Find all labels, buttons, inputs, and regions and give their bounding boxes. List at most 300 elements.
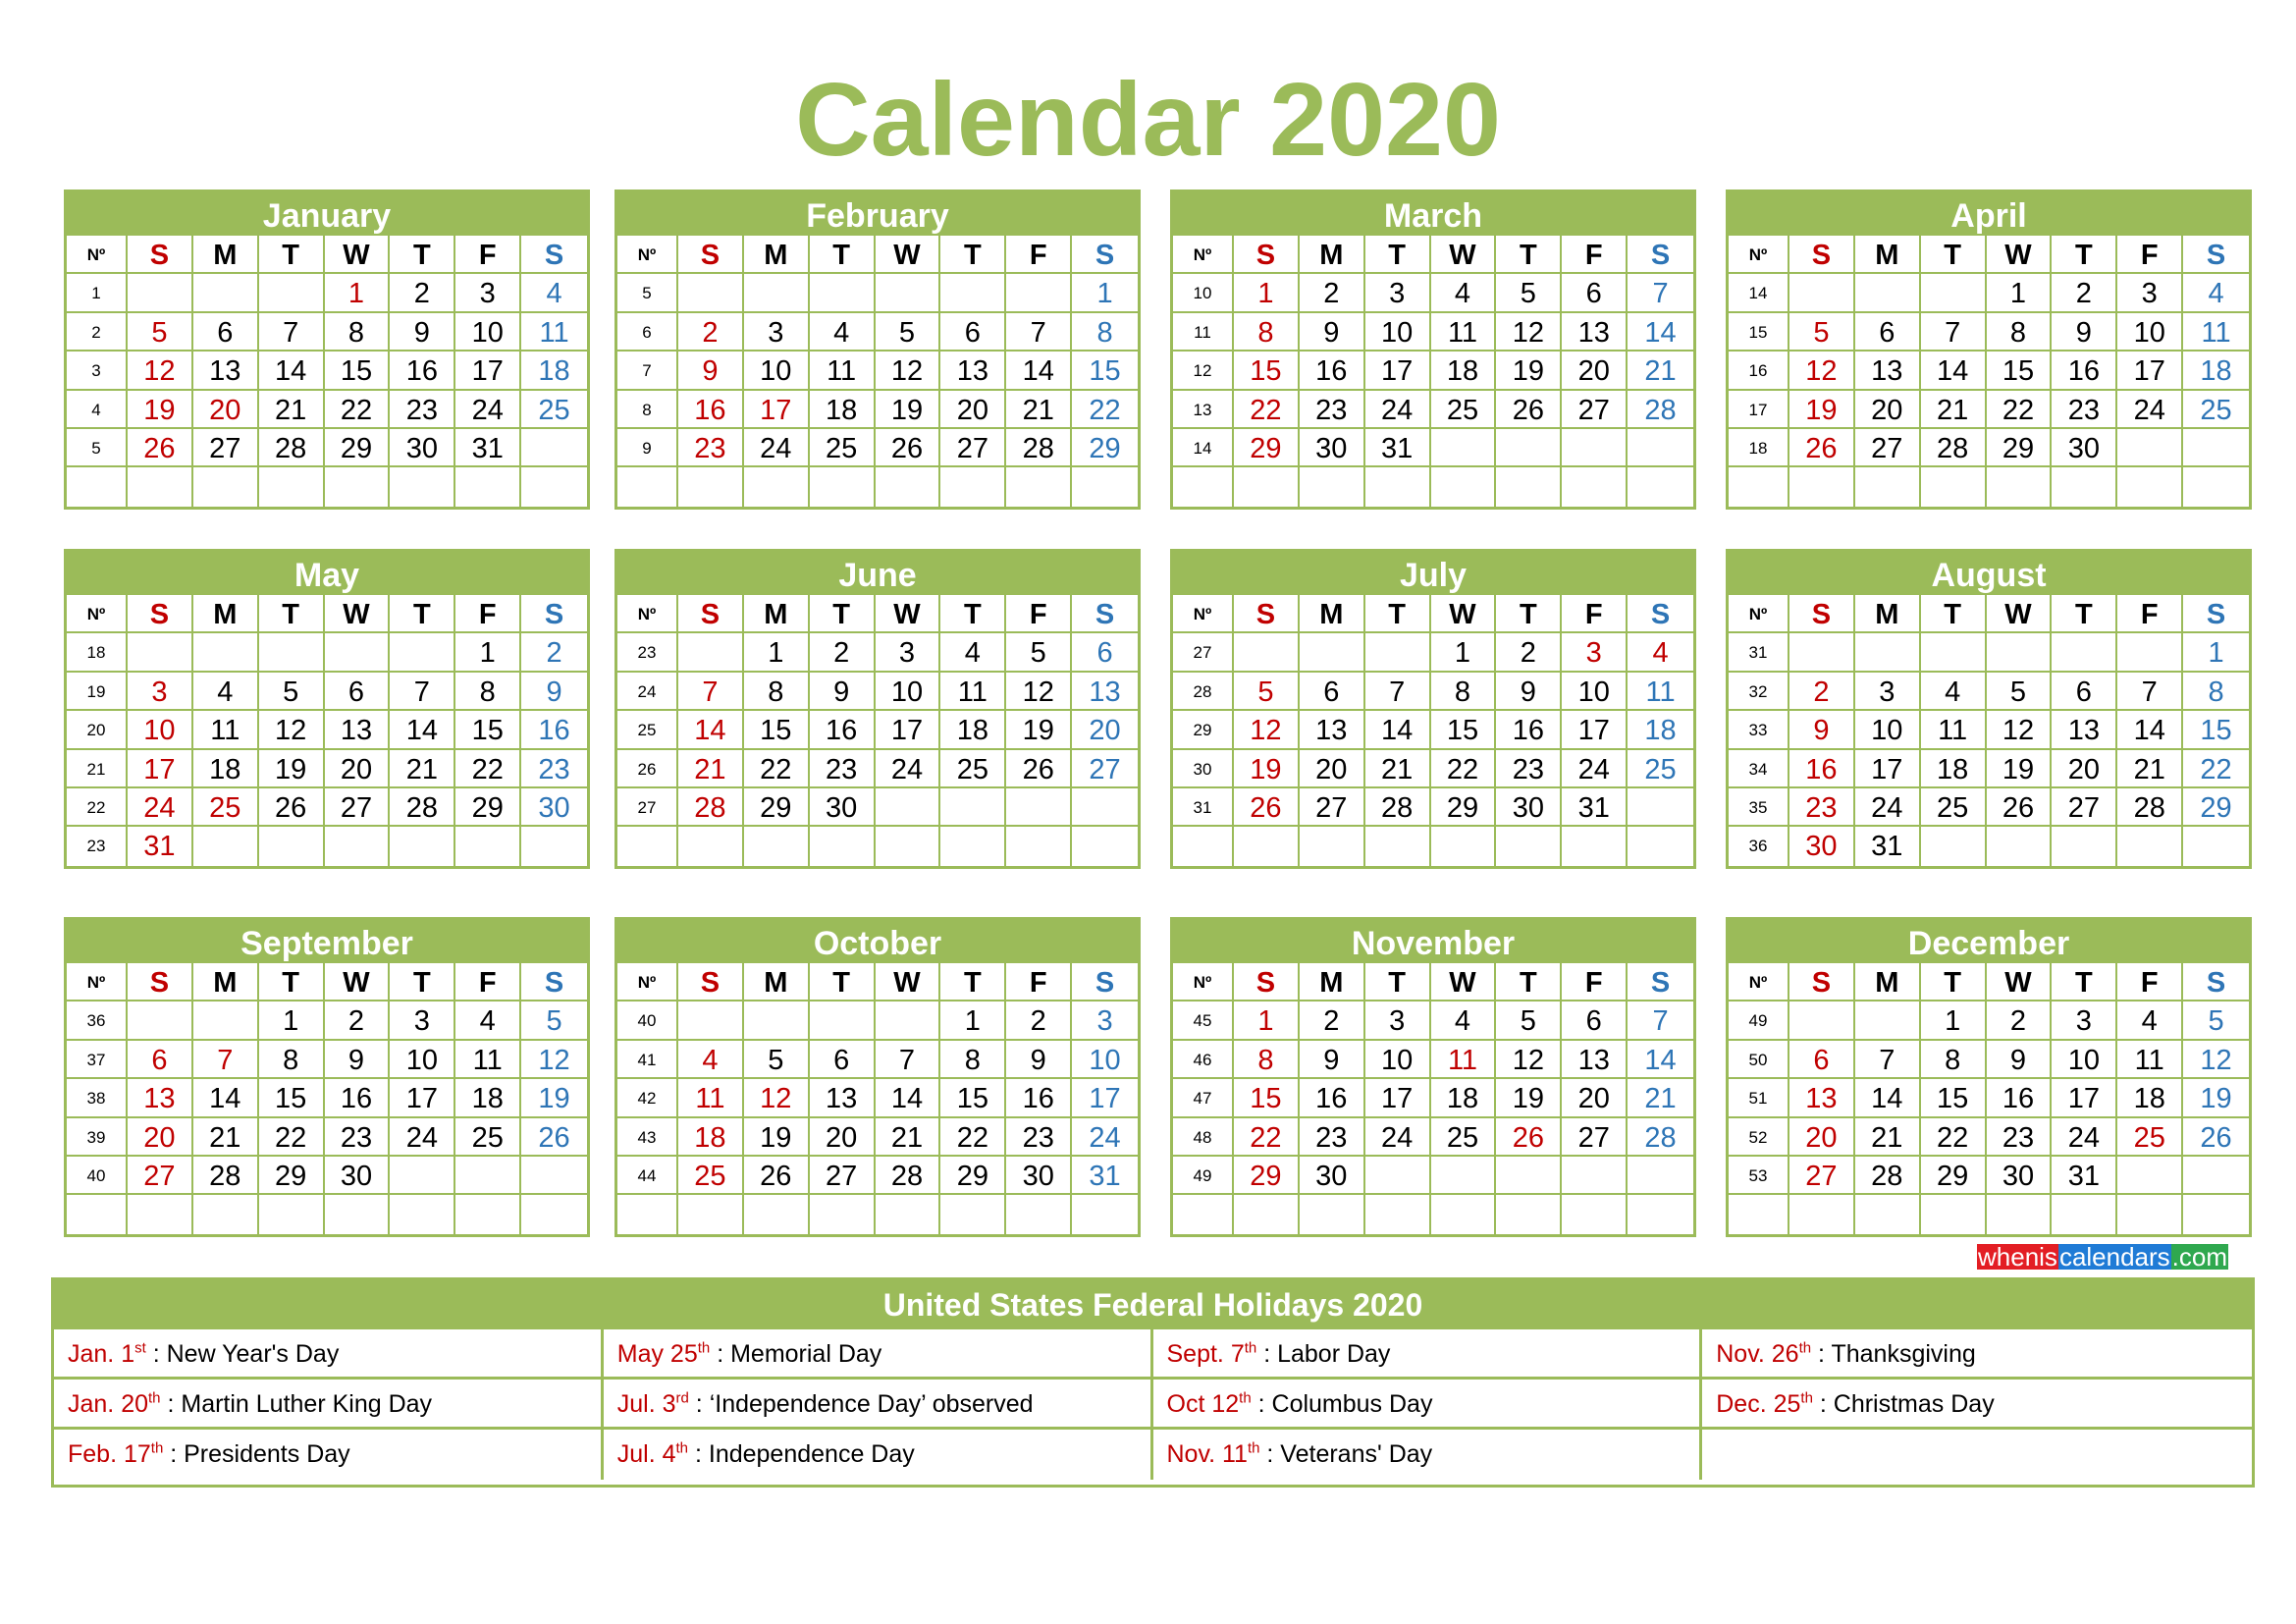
day-cell: [2117, 827, 2183, 865]
day-cell: [1496, 429, 1562, 467]
day-cell: 15: [325, 352, 391, 390]
day-cell: [193, 827, 259, 865]
week-number: 40: [617, 1001, 678, 1040]
week-number: 14: [1173, 429, 1234, 467]
day-cell: 23: [390, 391, 455, 429]
month-name: November: [1173, 920, 1693, 963]
weekday-header: M: [193, 236, 259, 274]
day-cell: 22: [1987, 391, 2053, 429]
week-number-header: Nº: [617, 236, 678, 274]
week-number: 48: [1173, 1118, 1234, 1157]
weekday-header: T: [940, 963, 1006, 1001]
day-cell: 31: [1365, 429, 1431, 467]
day-cell: 21: [1006, 391, 1072, 429]
day-cell: 9: [2052, 313, 2117, 352]
day-cell: 6: [325, 673, 391, 711]
day-cell: [1431, 467, 1497, 506]
day-cell: 20: [1072, 711, 1138, 749]
day-cell: 16: [1300, 352, 1365, 390]
day-cell: [1562, 1195, 1628, 1233]
day-cell: 14: [1006, 352, 1072, 390]
day-cell: 27: [128, 1157, 193, 1195]
day-cell: 23: [810, 750, 876, 788]
day-cell: 25: [2117, 1118, 2183, 1157]
day-cell: 12: [1006, 673, 1072, 711]
day-cell: 27: [1300, 788, 1365, 827]
day-cell: [1006, 1195, 1072, 1233]
day-cell: [1921, 274, 1987, 312]
week-number: 17: [1729, 391, 1789, 429]
day-cell: 21: [2117, 750, 2183, 788]
day-cell: 13: [193, 352, 259, 390]
day-cell: [521, 467, 587, 506]
month-january: [64, 189, 590, 510]
day-cell: [744, 827, 810, 865]
day-cell: 5: [1234, 673, 1300, 711]
day-cell: 10: [1072, 1041, 1138, 1079]
brand-part: .com: [2171, 1242, 2228, 1272]
weekday-header: W: [1431, 963, 1497, 1001]
day-cell: [1855, 274, 1921, 312]
day-cell: 11: [1628, 673, 1693, 711]
day-cell: 8: [1921, 1041, 1987, 1079]
day-cell: 19: [2183, 1079, 2249, 1117]
month-september: [64, 917, 590, 1237]
weekday-header: F: [1006, 963, 1072, 1001]
weekday-header: T: [1496, 595, 1562, 633]
day-cell: 23: [1496, 750, 1562, 788]
day-cell: 30: [1300, 429, 1365, 467]
week-number: [617, 827, 678, 865]
day-cell: 7: [1365, 673, 1431, 711]
day-cell: 31: [128, 827, 193, 865]
holiday-entry: [1702, 1329, 2252, 1380]
day-cell: 2: [1006, 1001, 1072, 1040]
day-cell: 4: [1431, 274, 1497, 312]
day-cell: 29: [1072, 429, 1138, 467]
day-cell: 2: [1789, 673, 1855, 711]
holiday-date-suffix: th: [1239, 1389, 1252, 1407]
day-cell: 25: [1921, 788, 1987, 827]
day-cell: 3: [876, 633, 941, 672]
day-cell: 1: [1431, 633, 1497, 672]
week-number: 40: [67, 1157, 128, 1195]
day-cell: 16: [325, 1079, 391, 1117]
day-cell: [2117, 429, 2183, 467]
weekday-header: T: [940, 236, 1006, 274]
holiday-date-text: Jul. 3: [616, 1390, 676, 1418]
day-cell: [1300, 1195, 1365, 1233]
week-number: [1729, 467, 1789, 506]
day-cell: [455, 1157, 521, 1195]
day-cell: 19: [128, 391, 193, 429]
day-cell: [1300, 827, 1365, 865]
day-cell: 3: [1072, 1001, 1138, 1040]
day-cell: 3: [2052, 1001, 2117, 1040]
day-cell: [744, 1195, 810, 1233]
holiday-date: [68, 1440, 163, 1468]
day-cell: 17: [455, 352, 521, 390]
day-cell: 20: [1562, 1079, 1628, 1117]
day-cell: 18: [678, 1118, 744, 1157]
weekday-header: T: [940, 595, 1006, 633]
day-cell: 25: [1628, 750, 1693, 788]
day-cell: 15: [744, 711, 810, 749]
day-cell: 3: [1365, 274, 1431, 312]
day-cell: 28: [193, 1157, 259, 1195]
day-cell: [259, 467, 325, 506]
day-cell: [1496, 1195, 1562, 1233]
day-cell: 10: [1562, 673, 1628, 711]
day-cell: [1855, 633, 1921, 672]
day-cell: 30: [1300, 1157, 1365, 1195]
holiday-date: [617, 1390, 689, 1418]
holiday-date: [1167, 1390, 1252, 1418]
day-cell: [744, 274, 810, 312]
day-cell: 13: [1789, 1079, 1855, 1117]
day-cell: [940, 467, 1006, 506]
day-cell: 14: [1628, 313, 1693, 352]
day-cell: [455, 467, 521, 506]
day-cell: [1789, 1001, 1855, 1040]
day-cell: 2: [390, 274, 455, 312]
day-cell: 16: [810, 711, 876, 749]
holiday-date-text: Oct 12: [1166, 1390, 1240, 1418]
day-cell: 25: [2183, 391, 2249, 429]
day-cell: 5: [2183, 1001, 2249, 1040]
weekday-header: S: [1234, 595, 1300, 633]
day-cell: 5: [1496, 1001, 1562, 1040]
holiday-entry: [1702, 1430, 2252, 1480]
weekday-header: M: [193, 963, 259, 1001]
week-number: 14: [1729, 274, 1789, 312]
day-cell: 4: [1628, 633, 1693, 672]
week-number: 13: [1173, 391, 1234, 429]
day-cell: 3: [1365, 1001, 1431, 1040]
day-cell: 12: [521, 1041, 587, 1079]
holiday-name: : Presidents Day: [163, 1440, 350, 1468]
week-number: [1173, 467, 1234, 506]
day-cell: 1: [259, 1001, 325, 1040]
brand-logo[interactable]: [1977, 1244, 2244, 1270]
month-february: [614, 189, 1141, 510]
day-cell: 16: [678, 391, 744, 429]
day-cell: 17: [876, 711, 941, 749]
day-cell: 17: [390, 1079, 455, 1117]
weekday-header: T: [390, 963, 455, 1001]
day-cell: 24: [2052, 1118, 2117, 1157]
day-cell: 15: [455, 711, 521, 749]
day-cell: 23: [521, 750, 587, 788]
day-cell: 26: [259, 788, 325, 827]
week-number-header: Nº: [67, 595, 128, 633]
holiday-date-suffix: th: [1798, 1339, 1812, 1357]
day-cell: 16: [1987, 1079, 2053, 1117]
page-title: Calendar 2020: [795, 62, 1501, 178]
day-cell: 23: [1300, 391, 1365, 429]
day-cell: 29: [1234, 1157, 1300, 1195]
day-cell: [390, 1195, 455, 1233]
weekday-header: M: [1300, 595, 1365, 633]
week-number: 31: [1729, 633, 1789, 672]
day-cell: 28: [2117, 788, 2183, 827]
day-cell: 13: [1562, 1041, 1628, 1079]
day-cell: [521, 429, 587, 467]
week-number: 9: [617, 429, 678, 467]
day-cell: 17: [1365, 1079, 1431, 1117]
week-number: 5: [67, 429, 128, 467]
weekday-header: S: [2183, 963, 2249, 1001]
day-cell: 8: [1234, 1041, 1300, 1079]
week-number: 1: [67, 274, 128, 312]
day-cell: 29: [1987, 429, 2053, 467]
day-cell: [678, 1001, 744, 1040]
weekday-header: S: [678, 595, 744, 633]
holiday-date-suffix: rd: [675, 1389, 689, 1407]
holiday-entry: [1153, 1329, 1703, 1380]
day-cell: 19: [744, 1118, 810, 1157]
weekday-header: M: [1300, 963, 1365, 1001]
month-name: February: [617, 192, 1138, 236]
day-cell: 24: [2117, 391, 2183, 429]
day-cell: [455, 1195, 521, 1233]
week-number: 18: [67, 633, 128, 672]
day-cell: 25: [455, 1118, 521, 1157]
week-number: 44: [617, 1157, 678, 1195]
week-number: 41: [617, 1041, 678, 1079]
day-cell: 14: [1365, 711, 1431, 749]
weekday-header: F: [2117, 963, 2183, 1001]
day-cell: [876, 827, 941, 865]
day-cell: 3: [455, 274, 521, 312]
day-cell: 17: [744, 391, 810, 429]
day-cell: 27: [940, 429, 1006, 467]
day-cell: 26: [2183, 1118, 2249, 1157]
day-cell: [128, 467, 193, 506]
week-number-header: Nº: [1729, 595, 1789, 633]
day-cell: [259, 274, 325, 312]
month-may: [64, 549, 590, 869]
month-name: July: [1173, 552, 1693, 595]
holiday-date-suffix: th: [697, 1339, 711, 1357]
day-cell: 5: [259, 673, 325, 711]
holiday-date-suffix: th: [1244, 1339, 1257, 1357]
day-cell: 28: [1628, 1118, 1693, 1157]
day-cell: [810, 1195, 876, 1233]
weekday-header: T: [390, 595, 455, 633]
day-cell: 20: [1855, 391, 1921, 429]
day-cell: 20: [2052, 750, 2117, 788]
weekday-header: S: [678, 963, 744, 1001]
day-cell: [1855, 467, 1921, 506]
day-cell: 15: [940, 1079, 1006, 1117]
day-cell: 21: [259, 391, 325, 429]
day-cell: 17: [2052, 1079, 2117, 1117]
day-cell: 10: [2052, 1041, 2117, 1079]
day-cell: 11: [940, 673, 1006, 711]
day-cell: 1: [455, 633, 521, 672]
month-grid: [1173, 595, 1693, 866]
day-cell: 16: [1006, 1079, 1072, 1117]
day-cell: 7: [1006, 313, 1072, 352]
day-cell: [193, 467, 259, 506]
day-cell: 19: [1496, 352, 1562, 390]
weekday-header: S: [1789, 963, 1855, 1001]
day-cell: 29: [1431, 788, 1497, 827]
month-grid: [1729, 595, 2249, 866]
day-cell: 24: [1562, 750, 1628, 788]
day-cell: 16: [1789, 750, 1855, 788]
weekday-header: T: [2052, 236, 2117, 274]
day-cell: 11: [1921, 711, 1987, 749]
day-cell: 15: [1072, 352, 1138, 390]
day-cell: 24: [390, 1118, 455, 1157]
day-cell: [1628, 788, 1693, 827]
day-cell: 16: [390, 352, 455, 390]
day-cell: 17: [1562, 711, 1628, 749]
day-cell: 4: [678, 1041, 744, 1079]
day-cell: 2: [1300, 274, 1365, 312]
day-cell: 31: [1072, 1157, 1138, 1195]
day-cell: 15: [1431, 711, 1497, 749]
day-cell: [1006, 788, 1072, 827]
day-cell: [940, 788, 1006, 827]
day-cell: 18: [193, 750, 259, 788]
weekday-header: T: [810, 963, 876, 1001]
day-cell: 15: [2183, 711, 2249, 749]
holidays-grid: [54, 1329, 2252, 1480]
day-cell: [1562, 429, 1628, 467]
day-cell: [1431, 1195, 1497, 1233]
day-cell: 22: [1921, 1118, 1987, 1157]
day-cell: 11: [521, 313, 587, 352]
holiday-date: [68, 1390, 161, 1418]
day-cell: [1300, 467, 1365, 506]
day-cell: [2052, 633, 2117, 672]
day-cell: 13: [2052, 711, 2117, 749]
day-cell: [325, 827, 391, 865]
day-cell: [521, 1157, 587, 1195]
weekday-header: W: [876, 595, 941, 633]
weekday-header: T: [810, 236, 876, 274]
day-cell: 24: [876, 750, 941, 788]
day-cell: 20: [940, 391, 1006, 429]
holiday-name: : Independence Day: [688, 1440, 915, 1468]
day-cell: 10: [1365, 313, 1431, 352]
day-cell: [2117, 633, 2183, 672]
day-cell: 24: [455, 391, 521, 429]
holiday-date-suffix: th: [1247, 1439, 1260, 1457]
day-cell: 22: [2183, 750, 2249, 788]
day-cell: 20: [1300, 750, 1365, 788]
day-cell: 28: [1365, 788, 1431, 827]
day-cell: 22: [455, 750, 521, 788]
day-cell: [876, 274, 941, 312]
holiday-name: : Columbus Day: [1251, 1390, 1433, 1418]
day-cell: 3: [128, 673, 193, 711]
holidays-title: United States Federal Holidays 2020: [54, 1280, 2252, 1329]
day-cell: 26: [1234, 788, 1300, 827]
day-cell: 23: [1006, 1118, 1072, 1157]
holiday-name: : Martin Luther King Day: [160, 1390, 433, 1418]
holiday-date-suffix: th: [150, 1439, 164, 1457]
day-cell: [2117, 467, 2183, 506]
month-name: October: [617, 920, 1138, 963]
day-cell: 29: [1921, 1157, 1987, 1195]
weekday-header: F: [455, 236, 521, 274]
day-cell: 20: [1789, 1118, 1855, 1157]
day-cell: 21: [1628, 1079, 1693, 1117]
month-december: [1726, 917, 2252, 1237]
day-cell: 25: [678, 1157, 744, 1195]
day-cell: [876, 1001, 941, 1040]
day-cell: 20: [128, 1118, 193, 1157]
week-number: 38: [67, 1079, 128, 1117]
week-number: 37: [67, 1041, 128, 1079]
day-cell: 22: [259, 1118, 325, 1157]
day-cell: 30: [325, 1157, 391, 1195]
day-cell: [810, 1001, 876, 1040]
day-cell: 10: [1855, 711, 1921, 749]
day-cell: 13: [940, 352, 1006, 390]
day-cell: 26: [1789, 429, 1855, 467]
week-number: 5: [617, 274, 678, 312]
day-cell: 2: [2052, 274, 2117, 312]
day-cell: 4: [1431, 1001, 1497, 1040]
weekday-header: S: [521, 595, 587, 633]
weekday-header: M: [744, 963, 810, 1001]
day-cell: [1300, 633, 1365, 672]
holiday-date-text: Sept. 7: [1166, 1340, 1245, 1368]
week-number: 10: [1173, 274, 1234, 312]
day-cell: [1628, 1157, 1693, 1195]
day-cell: 1: [1234, 274, 1300, 312]
month-name: March: [1173, 192, 1693, 236]
week-number: 7: [617, 352, 678, 390]
day-cell: [390, 467, 455, 506]
holiday-name: : New Year's Day: [145, 1340, 340, 1368]
day-cell: 3: [744, 313, 810, 352]
day-cell: 10: [876, 673, 941, 711]
month-october: [614, 917, 1141, 1237]
day-cell: [876, 1195, 941, 1233]
day-cell: 7: [678, 673, 744, 711]
day-cell: [455, 827, 521, 865]
day-cell: 18: [1431, 1079, 1497, 1117]
week-number: [1729, 1195, 1789, 1233]
day-cell: 9: [1300, 313, 1365, 352]
weekday-header: S: [1234, 963, 1300, 1001]
weekday-header: M: [1300, 236, 1365, 274]
day-cell: 29: [744, 788, 810, 827]
weekday-header: S: [1789, 236, 1855, 274]
day-cell: 30: [390, 429, 455, 467]
day-cell: [259, 1195, 325, 1233]
week-number: 6: [617, 313, 678, 352]
day-cell: [940, 1195, 1006, 1233]
weekday-header: T: [1365, 963, 1431, 1001]
day-cell: 13: [810, 1079, 876, 1117]
week-number: 27: [1173, 633, 1234, 672]
weekday-header: T: [2052, 963, 2117, 1001]
day-cell: [1072, 788, 1138, 827]
day-cell: [325, 633, 391, 672]
day-cell: 1: [1987, 274, 2053, 312]
day-cell: 20: [325, 750, 391, 788]
brand-part: whenis: [1978, 1242, 2057, 1272]
day-cell: [259, 633, 325, 672]
day-cell: 15: [1234, 1079, 1300, 1117]
